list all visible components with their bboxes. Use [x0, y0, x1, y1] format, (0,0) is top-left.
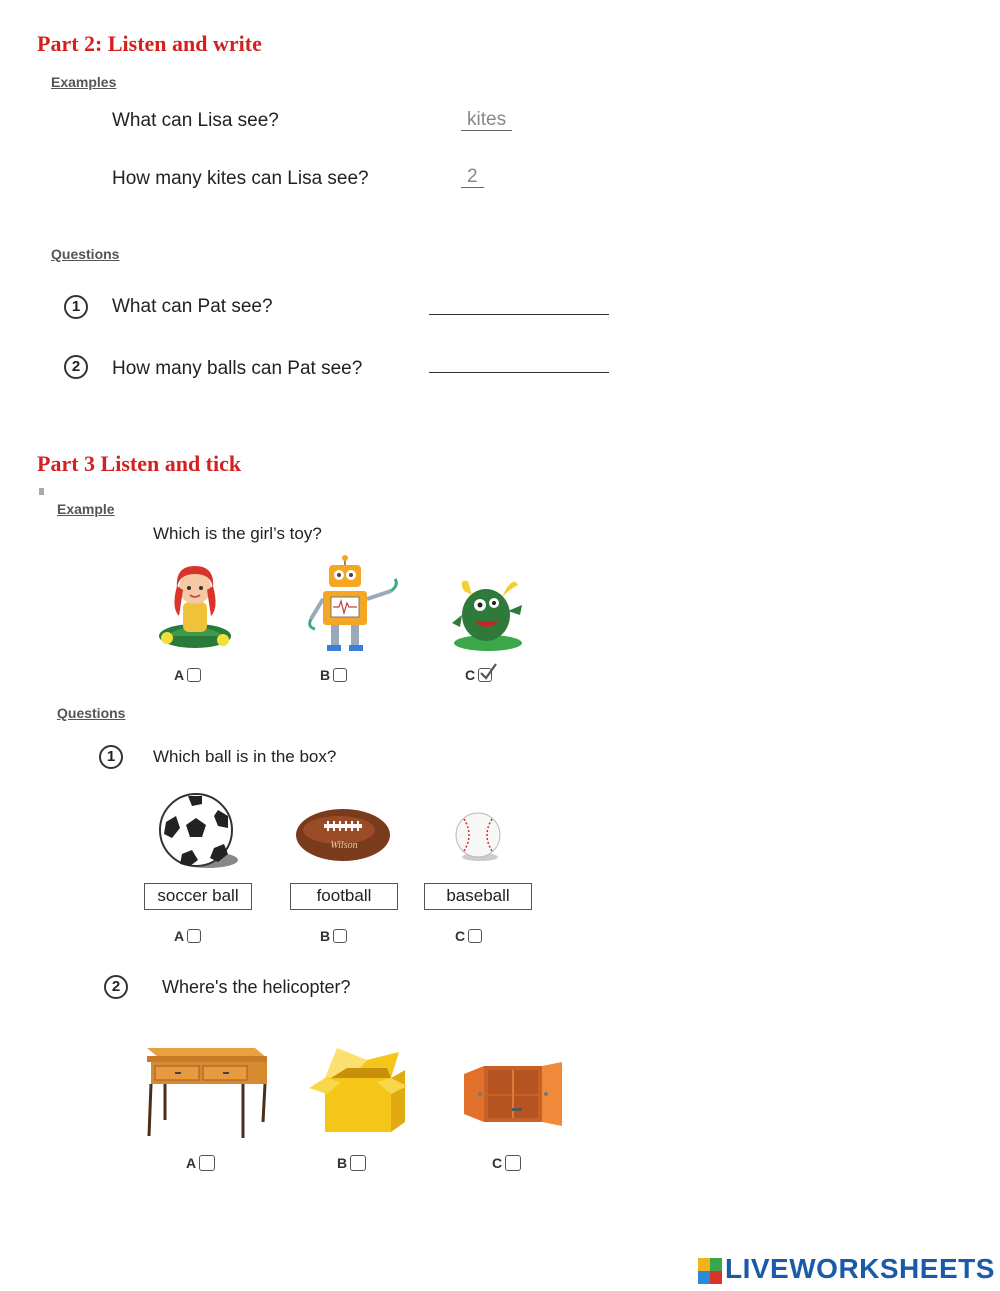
checkbox[interactable] — [350, 1155, 366, 1171]
question1-text: What can Pat see? — [112, 296, 273, 317]
part3-questions-heading: Questions — [57, 705, 126, 721]
q1-option-b[interactable] — [320, 928, 347, 944]
robot-picture — [303, 555, 403, 655]
cupboard-picture — [460, 1060, 566, 1128]
q2-option-b[interactable] — [337, 1155, 366, 1171]
desk-picture — [143, 1040, 269, 1140]
q1-option-a[interactable] — [174, 928, 201, 944]
checkbox[interactable] — [187, 668, 201, 682]
question1-number: 1 — [64, 295, 88, 319]
option-letter: A — [174, 667, 185, 683]
liveworksheets-logo-text[interactable]: LIVEWORKSHEETS — [725, 1253, 995, 1284]
checkbox[interactable] — [468, 929, 482, 943]
option-letter: C — [465, 667, 476, 683]
part2-questions-heading: Questions — [51, 246, 120, 262]
checkbox[interactable] — [333, 929, 347, 943]
q1-option-c[interactable] — [455, 928, 482, 944]
checkbox[interactable] — [333, 668, 347, 682]
checkbox[interactable] — [505, 1155, 521, 1171]
example2-answer: 2 — [461, 167, 484, 188]
q2-option-c[interactable] — [492, 1155, 521, 1171]
question2-number: 2 — [64, 355, 88, 379]
option-letter: C — [455, 928, 466, 944]
option-letter: A — [186, 1155, 197, 1171]
example-option-b[interactable] — [320, 667, 347, 683]
stray-mark — [39, 488, 44, 495]
checkbox-checked[interactable] — [478, 668, 492, 682]
baseball-picture — [454, 811, 502, 861]
monster-picture — [448, 575, 528, 655]
option-letter: B — [320, 928, 331, 944]
checkbox[interactable] — [187, 929, 201, 943]
part3-title: Part 3 Listen and tick — [37, 451, 242, 476]
part3-question1-number: 1 — [99, 745, 123, 769]
example2-question: How many kites can Lisa see? — [112, 168, 369, 189]
doll-picture — [155, 558, 235, 652]
option-letter: B — [337, 1155, 348, 1171]
checkbox[interactable] — [199, 1155, 215, 1171]
cardboard-box-picture — [307, 1046, 411, 1136]
question2-answer-field[interactable] — [429, 372, 609, 373]
svg-text:Wilson: Wilson — [330, 840, 358, 851]
option-letter: A — [174, 928, 185, 944]
baseball-label: baseball — [424, 883, 532, 910]
example-option-c[interactable] — [465, 667, 492, 683]
option-letter: C — [492, 1155, 503, 1171]
liveworksheets-logo-badge — [698, 1258, 722, 1284]
check-mark-icon — [478, 662, 498, 682]
q2-option-a[interactable] — [186, 1155, 215, 1171]
example-heading: Example — [57, 501, 115, 517]
part3-question2-number: 2 — [104, 975, 128, 999]
soccer-ball-picture — [158, 792, 240, 870]
part2-title: Part 2: Listen and write — [37, 31, 262, 56]
part3-question1-text: Which ball is in the box? — [153, 747, 337, 766]
question2-text: How many balls can Pat see? — [112, 358, 363, 379]
soccer-ball-label: soccer ball — [144, 883, 252, 910]
example-question: Which is the girl’s toy? — [153, 524, 322, 543]
option-letter: B — [320, 667, 331, 683]
american-football-picture — [294, 806, 392, 864]
example-option-a[interactable] — [174, 667, 201, 683]
example1-question: What can Lisa see? — [112, 110, 279, 131]
examples-heading: Examples — [51, 74, 117, 90]
question1-answer-field[interactable] — [429, 314, 609, 315]
example1-answer: kites — [461, 110, 512, 131]
part3-question2-text: Where's the helicopter? — [162, 977, 351, 997]
football-label: football — [290, 883, 398, 910]
